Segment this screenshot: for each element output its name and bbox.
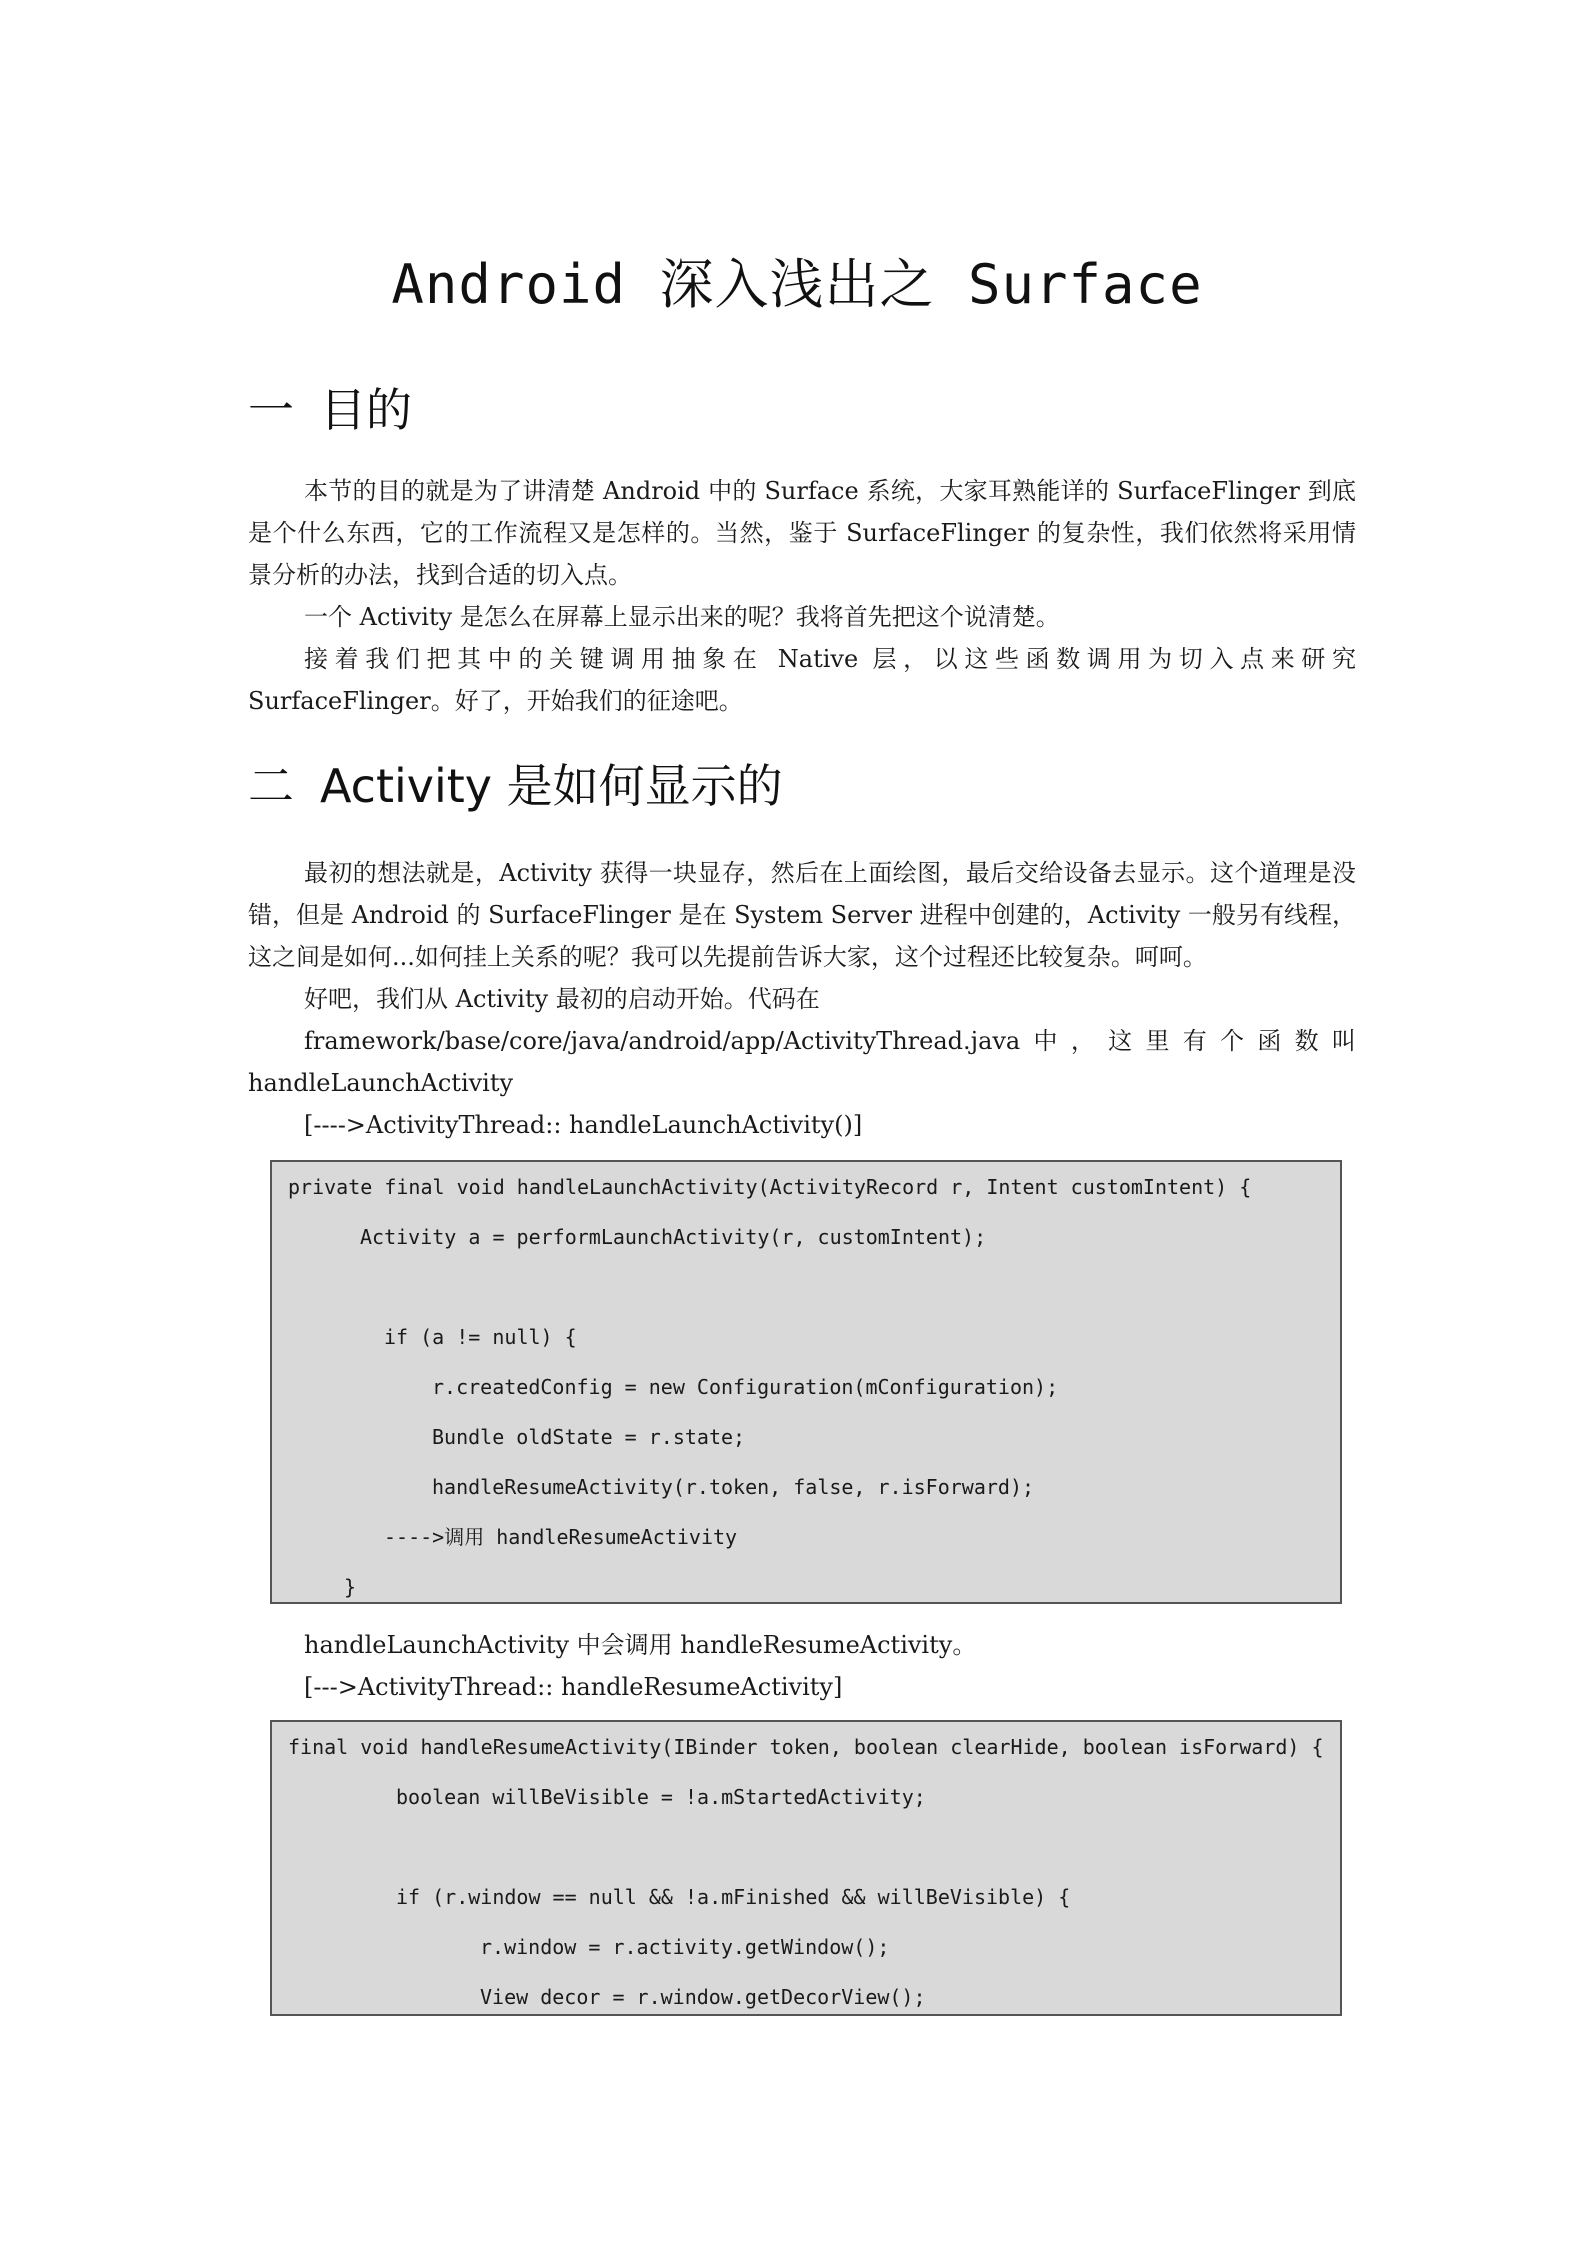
code-line: if (a != null) { xyxy=(384,1325,577,1349)
path-char: 个 xyxy=(1220,1027,1245,1055)
code-line: boolean willBeVisible = !a.mStartedActivity; xyxy=(396,1785,926,1809)
code-block xyxy=(270,1720,1342,2016)
path-char: 有 xyxy=(1182,1027,1207,1055)
paragraph: 接着我们把其中的关键调用抽象在 Native 层，以这些函数调用为切入点来研究 SurfaceFlinger。好了，开始我们的征途吧。 xyxy=(248,645,1356,715)
paragraph: handleLaunchActivity 中会调用 handleResumeActivity。 xyxy=(304,1631,977,1659)
code-reference: [---->ActivityThread:: handleLaunchActivity()] xyxy=(304,1111,863,1139)
source-path: framework/base/core/java/android/app/ActivityThread.java xyxy=(304,1027,1021,1055)
function-name: handleLaunchActivity xyxy=(248,1069,514,1097)
path-char: 中 xyxy=(1033,1027,1058,1055)
path-char: ， xyxy=(1070,1027,1095,1055)
path-char: 里 xyxy=(1145,1027,1170,1055)
section-label: 目的 xyxy=(320,383,412,437)
code-line: private final void handleLaunchActivity(ActivityRecord r, Intent customIntent) { xyxy=(288,1175,1252,1199)
code-line: ---->调用 handleResumeActivity xyxy=(384,1525,738,1549)
code-line: handleResumeActivity(r.token, false, r.isForward); xyxy=(432,1475,1035,1499)
paragraph: 好吧，我们从 Activity 最初的启动开始。代码在 xyxy=(304,985,820,1013)
code-line: if (r.window == null && !a.mFinished && willBeVisible) { xyxy=(396,1885,1071,1909)
paragraph: 一个 Activity 是怎么在屏幕上显示出来的呢？我将首先把这个说清楚。 xyxy=(304,603,1060,631)
code-line: r.createdConfig = new Configuration(mConfiguration); xyxy=(432,1375,1059,1399)
section-number: 二 xyxy=(248,759,294,813)
path-char: 函 xyxy=(1257,1027,1282,1055)
section-label: Activity 是如何显示的 xyxy=(320,759,783,813)
code-line: r.window = r.activity.getWindow(); xyxy=(480,1935,890,1959)
code-reference: [--->ActivityThread:: handleResumeActivity] xyxy=(304,1673,843,1701)
source-path-line xyxy=(304,1020,1356,1062)
paragraph: 最初的想法就是，Activity 获得一块显存，然后在上面绘图，最后交给设备去显示。这个道理是没错，但是 Android 的 SurfaceFlinger 是在 System Server 进程中创建的，Activity 一般另有线程，这之间是如何...如何挂上关系的呢？我可以先提前告诉大家，这个过程还比较复杂。呵呵。 xyxy=(248,859,1356,971)
section-number: 一 xyxy=(248,383,294,437)
path-char: 数 xyxy=(1294,1027,1319,1055)
code-line: View decor = r.window.getDecorView(); xyxy=(480,1985,926,2009)
code-line: final void handleResumeActivity(IBinder token, boolean clearHide, boolean isForward) { xyxy=(288,1735,1324,1759)
section-heading-1 xyxy=(248,380,412,440)
code-line: } xyxy=(344,1575,357,1599)
code-block xyxy=(270,1160,1342,1604)
code-line: Bundle oldState = r.state; xyxy=(432,1425,746,1449)
path-char: 叫 xyxy=(1331,1027,1356,1055)
paragraph: 本节的目的就是为了讲清楚 Android 中的 Surface 系统，大家耳熟能详的 SurfaceFlinger 到底是个什么东西，它的工作流程又是怎样的。当然，鉴于 SurfaceFlinger 的复杂性，我们依然将采用情景分析的办法，找到合适的切入点。 xyxy=(248,477,1356,589)
code-line: Activity a = performLaunchActivity(r, customIntent); xyxy=(360,1225,987,1249)
document-title: Android 深入浅出之 Surface xyxy=(391,253,1203,316)
section-heading-2 xyxy=(248,756,783,816)
path-char: 这 xyxy=(1108,1027,1133,1055)
